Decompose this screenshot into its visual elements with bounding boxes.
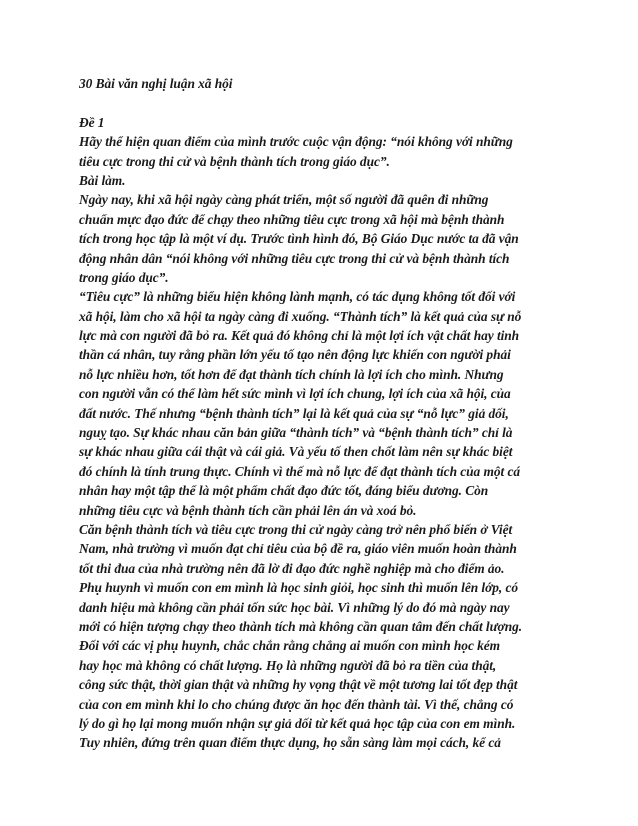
text-line: động nhân dân “nói không với những tiêu cực trong thi cử và bệnh thành tích xyxy=(79,250,510,266)
blank-line xyxy=(79,93,569,112)
text-line: lực mà con người đã bỏ ra. Kết quả đó không chỉ là một lợi ích vật chất hay tinh xyxy=(79,328,520,344)
text-line: công sức thật, thời gian thật và những hy vọng thật về một tương lai tốt đẹp thật xyxy=(79,677,518,693)
text-line: thần cá nhân, tuy rằng phần lớn yếu tố tạo nên động lực khiến con người phải xyxy=(79,347,511,363)
text-line: trong giáo dục”. xyxy=(79,269,169,285)
text-line: lý do gì họ lại mong muốn nhận sự giả dối từ kết quả học tập của con em mình. xyxy=(79,715,516,731)
text-line: chuẩn mực đạo đức để chạy theo những tiêu cực trong xã hội mà bệnh thành xyxy=(79,211,505,227)
text-line: Bài làm. xyxy=(79,172,126,188)
paragraph-lines xyxy=(79,132,569,753)
text-line: sự khác nhau giữa cái thật và cái giả. Và yếu tố then chốt làm nên sự khác biệt xyxy=(79,444,513,460)
text-line: mới có hiện tượng chạy theo thành tích mà không cần quan tâm đến chất lượng. xyxy=(79,618,523,634)
text-line: Nam, nhà trường vì muốn đạt chỉ tiêu của bộ đề ra, giáo viên muốn hoàn thành xyxy=(79,541,517,557)
text-line: những tiêu cực và bệnh thành tích cần phải lên án và xoá bỏ. xyxy=(79,502,417,518)
text-line: tích trong học tập là một ví dụ. Trước tình hình đó, Bộ Giáo Dục nước ta đã vận xyxy=(79,231,519,247)
text-line: Căn bệnh thành tích và tiêu cực trong thi cử ngày càng trở nên phổ biến ở Việt xyxy=(79,521,513,537)
text-line: xã hội, làm cho xã hội ta ngày càng đi xuống. “Thành tích” là kết quả của sự nỗ xyxy=(79,308,522,324)
text-line: danh hiệu mà không cần phải tốn sức học bài. Vì những lý do đó mà ngày nay xyxy=(79,599,510,615)
text-line: nỗ lực nhiều hơn, tốt hơn để đạt thành tích chính là lợi ích cho mình. Nhưng xyxy=(79,366,504,382)
text-line: “Tiêu cực” là những biểu hiện không lành mạnh, có tác dụng không tốt đối với xyxy=(79,289,516,305)
text-line: đất nước. Thế nhưng “bệnh thành tích” lại là kết quả của sự “nỗ lực” giả dối, xyxy=(79,405,509,421)
text-line: Phụ huynh vì muốn con em mình là học sinh giỏi, học sinh thì muốn lên lớp, có xyxy=(79,580,519,596)
text-line: tốt thi đua của nhà trường nên đã lờ đi đạo đức nghề nghiệp mà cho điểm ảo. xyxy=(79,560,505,576)
text-line: Tuy nhiên, đứng trên quan điểm thực dụng, họ sẵn sàng làm mọi cách, kể cả xyxy=(79,735,501,751)
text-line: Đối với các vị phụ huynh, chắc chắn rằng chẳng ai muốn con mình học kém xyxy=(79,638,501,654)
text-line: tiêu cực trong thi cử và bệnh thành tích trong giáo dục”. xyxy=(79,153,390,169)
text-line: Ngày nay, khi xã hội ngày càng phát triển, một số người đã quên đi những xyxy=(79,192,489,208)
text-line: hay học mà không có chất lượng. Họ là những người đã bỏ ra tiền của thật, xyxy=(79,657,497,673)
text-line: con người vẫn có thể làm hết sức mình vì lợi ích chung, lợi ích của xã hội, của xyxy=(79,386,511,402)
document-title: 30 Bài văn nghị luận xã hội xyxy=(79,76,233,91)
text-line: nguỵ tạo. Sự khác nhau căn bản giữa “thành tích” và “bệnh thành tích” chỉ là xyxy=(79,425,513,441)
text-line: Hãy thể hiện quan điểm của mình trước cuộc vận động: “nói không với những xyxy=(79,134,513,150)
document-body xyxy=(79,74,569,753)
text-line: của con em mình khi lo cho chúng được ăn học đến thành tài. Vì thế, chẳng có xyxy=(79,696,514,712)
text-line: nhân hay một tập thể là một phẩm chất đạo đức tốt, đáng biểu dương. Còn xyxy=(79,483,489,499)
section-heading: Đề 1 xyxy=(79,114,105,130)
text-line: đó chính là tính trung thực. Chính vì thế mà nỗ lực để đạt thành tích của một cá xyxy=(79,463,521,479)
